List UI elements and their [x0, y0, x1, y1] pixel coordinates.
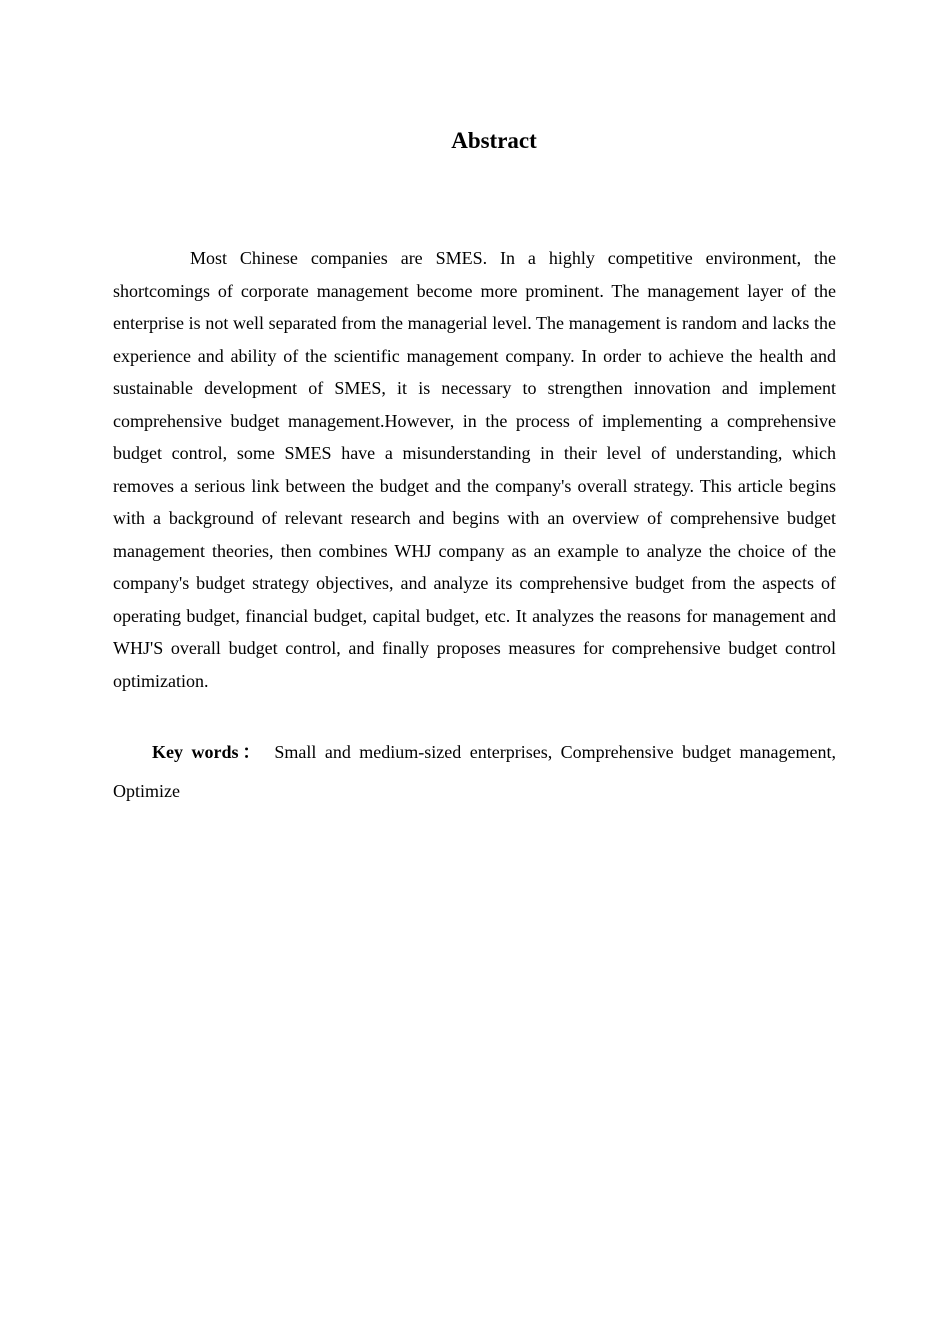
- keywords-paragraph: [113, 733, 836, 811]
- keywords-value: Small and medium-sized enterprises, Comprehensive budget management, Optimize: [113, 742, 837, 801]
- keywords-separator: ：: [238, 742, 265, 762]
- abstract-title: Abstract: [451, 128, 537, 153]
- abstract-body: Most Chinese companies are SMES. In a highly competitive environment, the shortcomings of corporate management become more prominent. The management layer of the enterprise is not well separated from the managerial level. The management is random and lacks the experience and ability of the scientific management company. In order to achieve the health and sustainable development of SMES, it is necessary to strengthen innovation and implement comprehensive budget management.However, in the process of implementing a comprehensive budget control, some SMES have a misunderstanding in their level of understanding, which removes a serious link between the budget and the company's overall strategy. This article begins with a background of relevant research and begins with an overview of comprehensive budget management theories, then combines WHJ company as an example to analyze the choice of the company's budget strategy objectives, and analyze its comprehensive budget from the aspects of operating budget, financial budget, capital budget, etc. It analyzes the reasons for management and WHJ'S overall budget control, and finally proposes measures for comprehensive budget control optimization.: [113, 248, 836, 691]
- keywords-label: Key words: [152, 742, 239, 762]
